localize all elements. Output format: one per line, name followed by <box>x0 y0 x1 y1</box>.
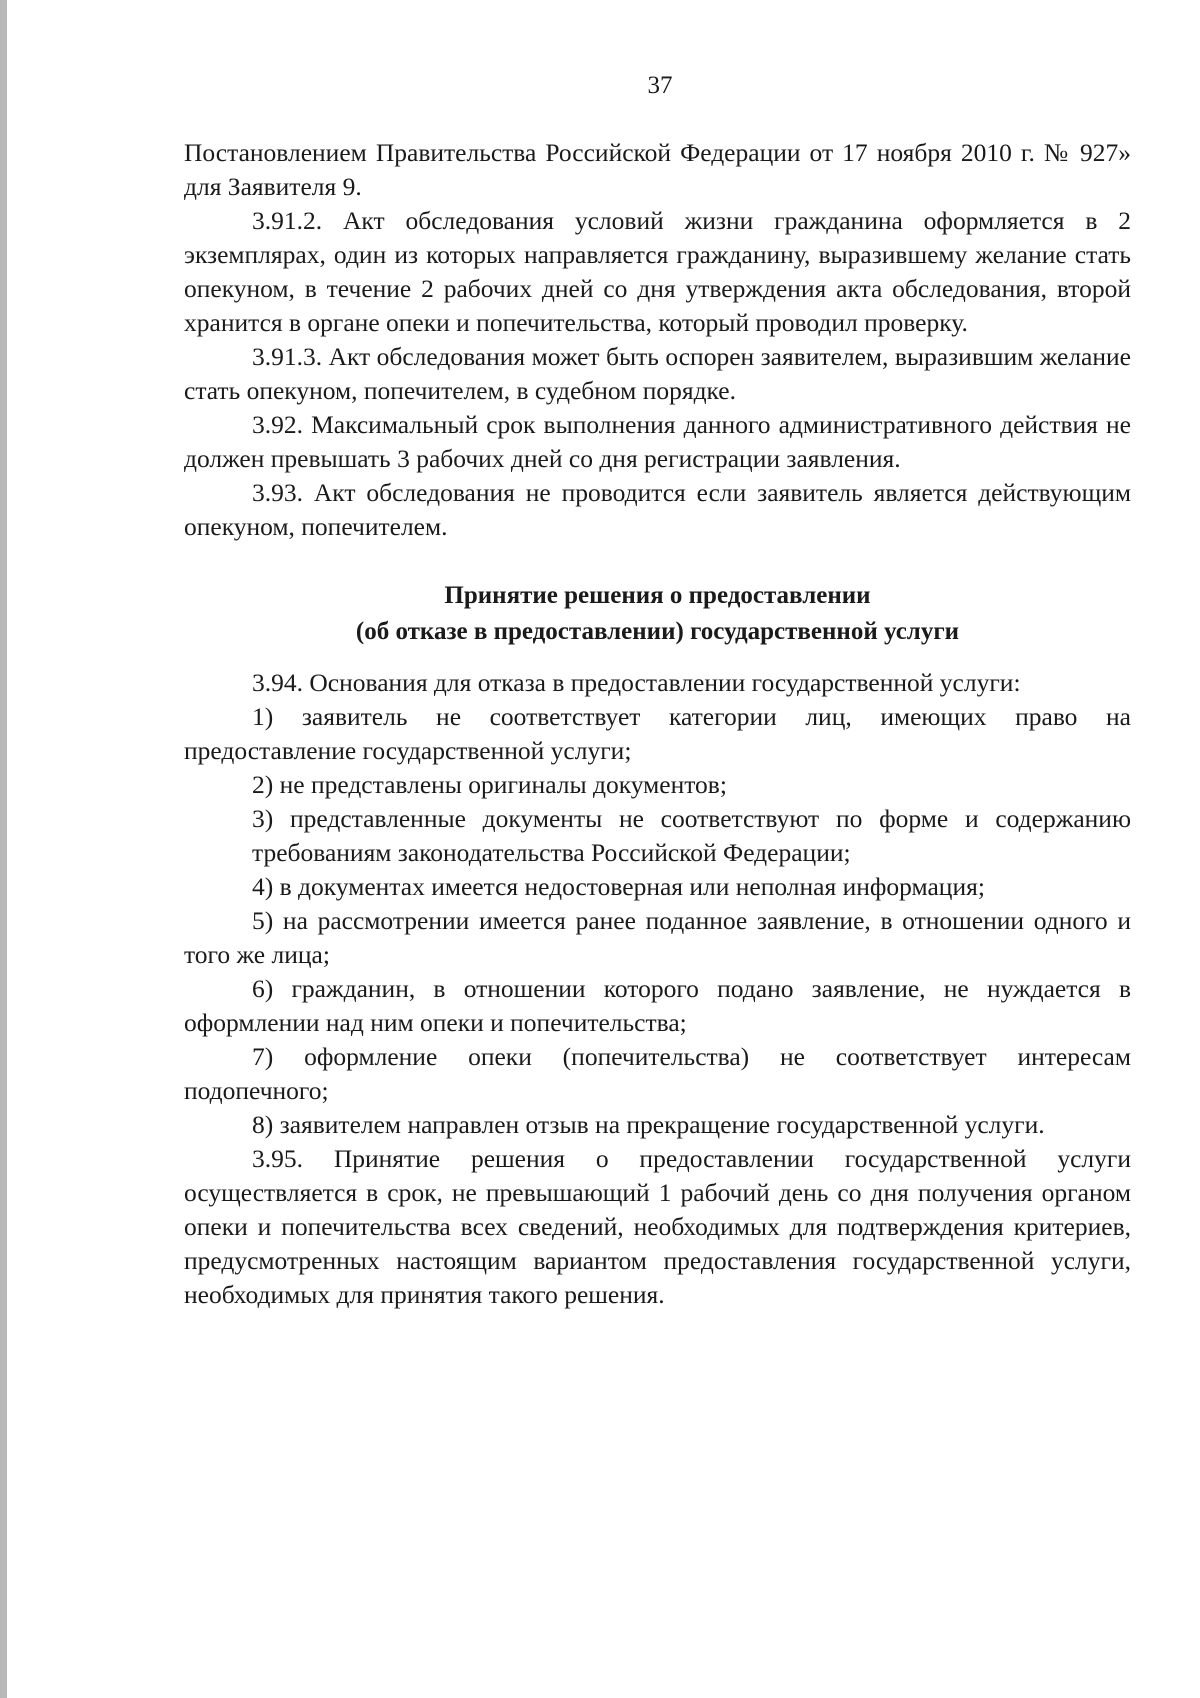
paragraphs-after-heading <box>184 666 1131 1312</box>
paragraph-3-93: 3.93. Акт обследования не проводится если заявитель является действующим опекуном, попечителем. <box>184 478 1131 541</box>
paragraph-3-95: 3.95. Принятие решения о предоставлении государственной услуги осуществляется в срок, не превышающий 1 рабочий день со дня получения органом опеки и попечительства всех сведений, необходимых для подтверждения критериев, предусмотренных настоящим вариантом предоставления государственной услуги, необходимых для принятия такого решения. <box>184 1144 1131 1309</box>
list-item-2: 2) не представлены оригиналы документов; <box>252 770 727 799</box>
section-heading-line-2: (об отказе в предоставлении) государственной услуги <box>355 618 960 645</box>
page-number: 37 <box>647 72 673 99</box>
document-body <box>184 136 1131 1312</box>
paragraph-continuation: Постановлением Правительства Российской Федерации от 17 ноября 2010 г. № 927» для Заявителя 9. <box>184 138 1131 201</box>
paragraphs-before-heading <box>184 136 1131 544</box>
list-item-4: 4) в документах имеется недостоверная или неполная информация; <box>252 872 985 901</box>
list-item-3: 3) представленные документы не соответствуют по форме и содержанию требованиям законодательства Российской Федерации; <box>252 804 1131 867</box>
paragraph-3-94: 3.94. Основания для отказа в предоставлении государственной услуги: <box>252 668 1021 697</box>
list-item-1: 1) заявитель не соответствует категории лиц, имеющих право на предоставление государственной услуги; <box>184 702 1131 765</box>
paragraph-3-91-2: 3.91.2. Акт обследования условий жизни гражданина оформляется в 2 экземплярах, один из которых направляется гражданину, выразившему желание стать опекуном, в течение 2 рабочих дней со дня утверждения акта обследования, второй хранится в органе опеки и попечительства, который проводил проверку. <box>184 206 1131 337</box>
scan-left-edge <box>0 0 7 1698</box>
list-item-7: 7) оформление опеки (попечительства) не соответствует интересам подопечного; <box>184 1042 1131 1105</box>
list-item-5: 5) на рассмотрении имеется ранее поданное заявление, в отношении одного и того же лица; <box>184 906 1131 969</box>
paragraph-3-92: 3.92. Максимальный срок выполнения данного административного действия не должен превышать 3 рабочих дней со дня регистрации заявления. <box>184 410 1131 473</box>
section-heading-line-1: Принятие решения о предоставлении <box>444 582 871 609</box>
list-item-6: 6) гражданин, в отношении которого подано заявление, не нуждается в оформлении над ним опеки и попечительства; <box>184 974 1131 1037</box>
section-heading <box>184 578 1131 650</box>
paragraph-3-91-3: 3.91.3. Акт обследования может быть оспорен заявителем, выразившим желание стать опекуном, попечителем, в судебном порядке. <box>184 342 1131 405</box>
list-item-8: 8) заявителем направлен отзыв на прекращение государственной услуги. <box>252 1110 1045 1139</box>
